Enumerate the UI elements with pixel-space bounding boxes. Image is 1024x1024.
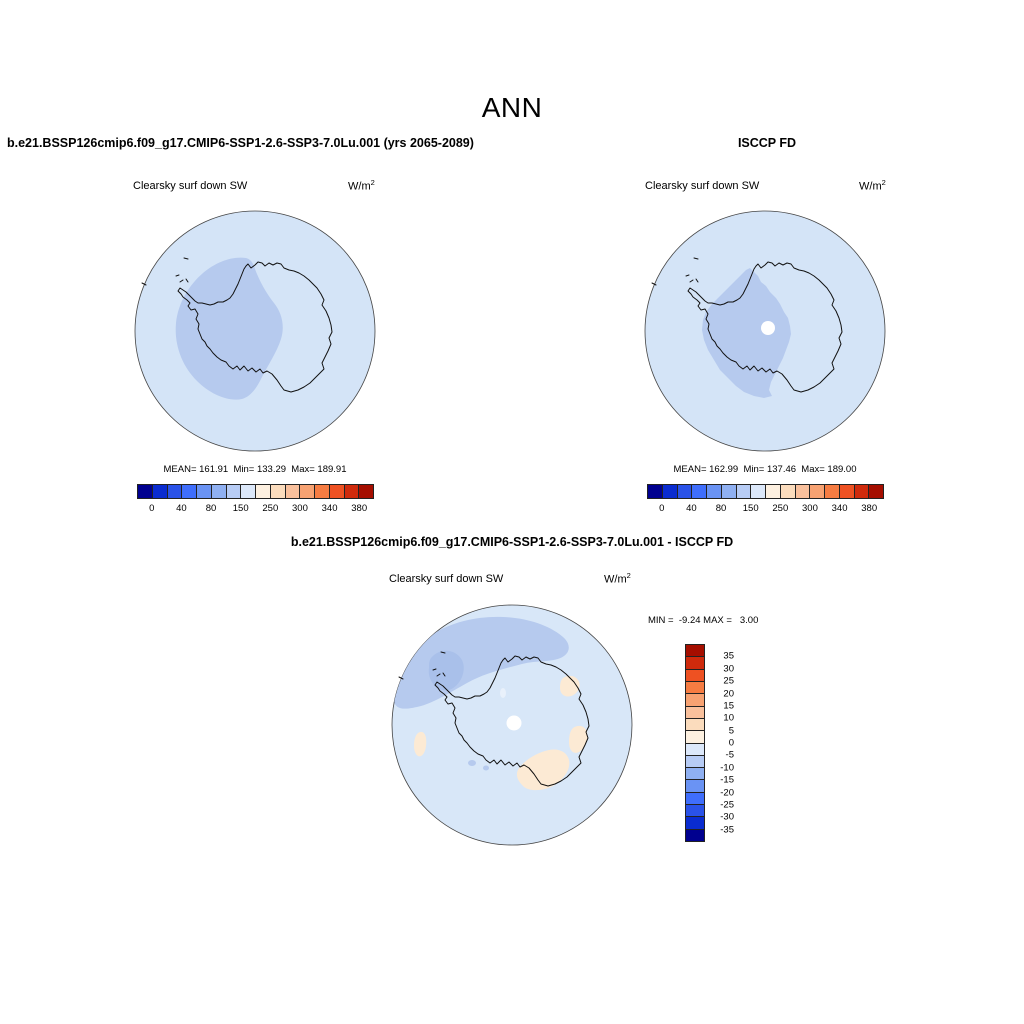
colorbar-segment [663, 485, 678, 498]
colorbar-segment [182, 485, 197, 498]
obs-units-exponent: 2 [881, 178, 886, 187]
colorbar-tick-label: 0 [659, 503, 665, 514]
colorbar-segment [359, 485, 373, 498]
colorbar-tick-label: 250 [772, 503, 789, 514]
colorbar-tick-label: -5 [725, 749, 734, 761]
colorbar-segment [315, 485, 330, 498]
colorbar-segment [766, 485, 781, 498]
colorbar-tick-label: 0 [728, 737, 734, 749]
colorbar-segment [138, 485, 153, 498]
diff-minmax: MIN = -9.24 MAX = 3.00 [648, 615, 759, 626]
colorbar-segment [227, 485, 242, 498]
colorbar-segment [648, 485, 663, 498]
colorbar-tick-label: 40 [176, 503, 187, 514]
colorbar-segment [197, 485, 212, 498]
diff-pale-patch-center [500, 688, 506, 698]
colorbar-segment [256, 485, 271, 498]
colorbar-tick-label: 10 [723, 712, 734, 724]
colorbar-tick-label: 340 [321, 503, 338, 514]
colorbar-tick-label: 300 [292, 503, 308, 514]
colorbar-segment [796, 485, 811, 498]
obs-stats: MEAN= 162.99 Min= 137.46 Max= 189.00 [673, 464, 857, 475]
obs-polar-map [640, 206, 890, 456]
colorbar-segment [212, 485, 227, 498]
colorbar-tick-label: -10 [720, 762, 734, 774]
colorbar-tick-label: 5 [728, 725, 734, 737]
colorbar-segment [271, 485, 286, 498]
colorbar-tick-label: 250 [262, 503, 279, 514]
model-colorbar-ticks [137, 503, 374, 515]
colorbar-tick-label: -25 [720, 799, 734, 811]
obs-field-label: Clearsky surf down SW [645, 180, 760, 192]
colorbar-segment [330, 485, 345, 498]
diff-field-label: Clearsky surf down SW [389, 573, 504, 585]
colorbar-segment [840, 485, 855, 498]
colorbar-tick-label: -35 [720, 824, 734, 836]
colorbar-tick-label: 340 [831, 503, 848, 514]
colorbar-tick-label: 300 [802, 503, 818, 514]
colorbar-tick-label: 20 [723, 688, 734, 699]
colorbar-segment [678, 485, 693, 498]
colorbar-tick-label: 150 [742, 503, 759, 514]
colorbar-segment [241, 485, 256, 498]
colorbar-segment [168, 485, 183, 498]
colorbar-tick-label: 30 [723, 663, 734, 675]
colorbar-tick-label: 15 [723, 700, 734, 712]
obs-panel-title: ISCCP FD [737, 136, 797, 150]
colorbar-segment [153, 485, 168, 498]
colorbar-tick-label: 25 [723, 675, 734, 687]
colorbar-tick-label: 380 [351, 503, 368, 514]
colorbar-tick-label: 150 [232, 503, 249, 514]
colorbar-segment [869, 485, 883, 498]
diff-colorbar-labels [685, 644, 735, 842]
colorbar-tick-label: 40 [686, 503, 697, 514]
colorbar-segment [692, 485, 707, 498]
diff-coastal-blue-patch-1 [468, 760, 476, 766]
colorbar-tick-label: 380 [861, 503, 878, 514]
diff-pole-hole [507, 716, 522, 731]
colorbar-tick-label: 35 [723, 650, 734, 662]
model-units-exponent: 2 [370, 178, 375, 187]
obs-pole-hole [761, 321, 775, 335]
diff-polar-map [387, 600, 637, 850]
diff-units-text: W/m [604, 573, 627, 586]
model-panel-title: b.e21.BSSP126cmip6.f09_g17.CMIP6-SSP1-2.6-SSP3-7.0Lu.001 (yrs 2065-2089) [7, 136, 474, 150]
obs-units-text: W/m [859, 180, 882, 193]
colorbar-segment [707, 485, 722, 498]
colorbar-segment [722, 485, 737, 498]
colorbar-tick-label: 80 [205, 503, 217, 514]
colorbar-segment [286, 485, 301, 498]
model-units-label [348, 178, 375, 193]
colorbar-segment [825, 485, 840, 498]
colorbar-segment [781, 485, 796, 498]
colorbar-segment [300, 485, 315, 498]
diff-units-label [604, 571, 631, 586]
colorbar-segment [345, 485, 360, 498]
colorbar-segment [855, 485, 870, 498]
obs-units-label [859, 178, 886, 193]
colorbar-tick-label: 80 [715, 503, 727, 514]
obs-colorbar [647, 484, 884, 499]
model-colorbar [137, 484, 374, 499]
colorbar-tick-label: 0 [149, 503, 155, 514]
model-stats: MEAN= 161.91 Min= 133.29 Max= 189.91 [163, 464, 347, 475]
colorbar-segment [810, 485, 825, 498]
colorbar-tick-label: -15 [720, 774, 734, 786]
obs-colorbar-ticks [647, 503, 884, 515]
diff-coastal-blue-patch-2 [483, 766, 489, 771]
colorbar-tick-label: -20 [720, 787, 734, 798]
colorbar-segment [751, 485, 766, 498]
model-polar-map [130, 206, 380, 456]
colorbar-tick-label: -30 [720, 811, 734, 823]
colorbar-segment [737, 485, 752, 498]
figure-season-title: ANN [481, 92, 543, 123]
diff-panel-title: b.e21.BSSP126cmip6.f09_g17.CMIP6-SSP1-2.6-SSP3-7.0Lu.001 - ISCCP FD [290, 535, 734, 549]
model-units-text: W/m [348, 180, 371, 193]
diff-units-exponent: 2 [626, 571, 631, 580]
model-field-label: Clearsky surf down SW [133, 180, 248, 192]
